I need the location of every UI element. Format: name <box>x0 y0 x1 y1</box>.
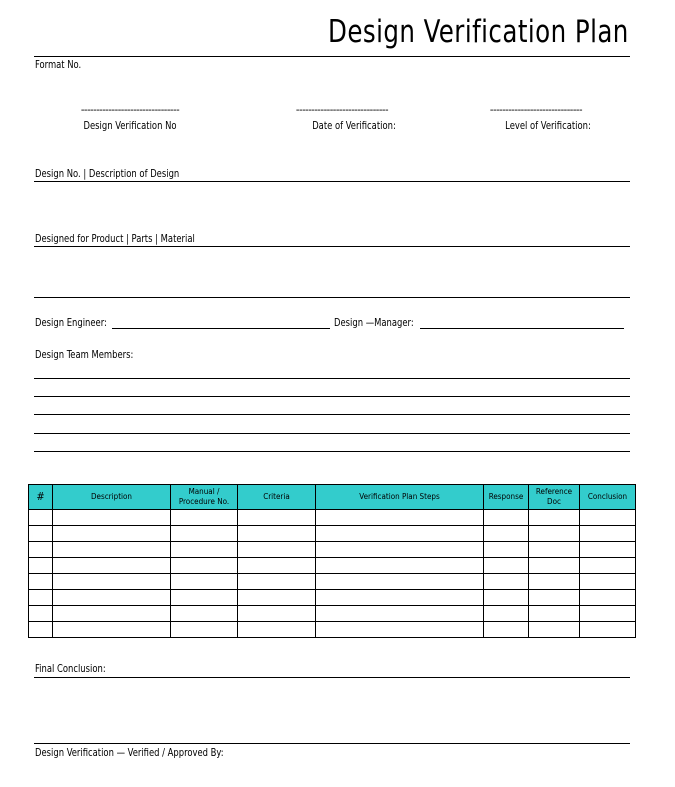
team-members-line[interactable] <box>34 451 630 452</box>
table-cell[interactable] <box>171 558 238 574</box>
date-of-verification-field[interactable] <box>252 103 432 116</box>
team-members-label: Design Team Members: <box>35 348 134 361</box>
table-cell[interactable] <box>29 622 53 638</box>
table-cell[interactable] <box>484 542 529 558</box>
final-conclusion-line[interactable] <box>34 677 630 678</box>
table-cell[interactable] <box>484 590 529 606</box>
table-cell[interactable] <box>316 590 484 606</box>
table-cell[interactable] <box>29 510 53 526</box>
verification-plan-table <box>28 484 636 638</box>
table-cell[interactable] <box>171 574 238 590</box>
table-cell[interactable] <box>580 574 636 590</box>
table-cell[interactable] <box>316 542 484 558</box>
table-cell[interactable] <box>53 622 171 638</box>
design-manager-line[interactable] <box>420 328 624 329</box>
designed-for-line[interactable] <box>34 246 630 247</box>
table-cell[interactable] <box>53 606 171 622</box>
table-cell[interactable] <box>53 558 171 574</box>
column-header-description: Description <box>53 485 171 510</box>
design-engineer-line[interactable] <box>112 328 330 329</box>
date-dashes: ------------------------------ <box>295 103 389 116</box>
level-of-verification-field[interactable] <box>446 103 626 116</box>
column-header-number: # <box>29 485 53 510</box>
verified-by-label: Design Verification — Verified / Approved By: <box>35 746 224 759</box>
table-cell[interactable] <box>171 622 238 638</box>
designed-for-label: Designed for Product | Parts | Material <box>35 232 195 245</box>
table-cell[interactable] <box>316 574 484 590</box>
table-cell[interactable] <box>53 574 171 590</box>
table-cell[interactable] <box>238 606 316 622</box>
table-cell[interactable] <box>53 526 171 542</box>
table-cell[interactable] <box>484 622 529 638</box>
team-members-line[interactable] <box>34 414 630 415</box>
table-cell[interactable] <box>580 590 636 606</box>
table-cell[interactable] <box>529 542 580 558</box>
table-cell[interactable] <box>238 622 316 638</box>
table-cell[interactable] <box>171 542 238 558</box>
table-row <box>29 622 636 638</box>
team-members-line[interactable] <box>34 378 630 379</box>
table-cell[interactable] <box>29 526 53 542</box>
design-no-line[interactable] <box>34 181 630 182</box>
table-cell[interactable] <box>316 526 484 542</box>
column-header-response: Response <box>484 485 529 510</box>
table-cell[interactable] <box>238 526 316 542</box>
table-cell[interactable] <box>316 622 484 638</box>
table-cell[interactable] <box>316 606 484 622</box>
table-cell[interactable] <box>580 606 636 622</box>
column-header-manual-procedure: Manual / Procedure No. <box>171 485 238 510</box>
table-cell[interactable] <box>53 590 171 606</box>
design-no-label: Design No. | Description of Design <box>35 167 180 180</box>
table-cell[interactable] <box>53 510 171 526</box>
table-cell[interactable] <box>484 574 529 590</box>
design-engineer-label: Design Engineer: <box>35 316 107 329</box>
table-cell[interactable] <box>238 590 316 606</box>
table-cell[interactable] <box>238 510 316 526</box>
table-cell[interactable] <box>29 558 53 574</box>
designed-for-line-2[interactable] <box>34 297 630 298</box>
verification-no-label: Design Verification No <box>83 119 177 132</box>
date-of-verification-label: Date of Verification: <box>312 119 396 132</box>
column-header-criteria: Criteria <box>238 485 316 510</box>
table-cell[interactable] <box>484 558 529 574</box>
table-cell[interactable] <box>580 542 636 558</box>
table-row <box>29 510 636 526</box>
table-cell[interactable] <box>29 606 53 622</box>
table-cell[interactable] <box>29 574 53 590</box>
table-cell[interactable] <box>171 510 238 526</box>
title-rule <box>34 56 630 57</box>
format-no-label: Format No. <box>35 58 82 71</box>
column-header-conclusion: Conclusion <box>580 485 636 510</box>
table-cell[interactable] <box>171 590 238 606</box>
level-of-verification-label: Level of Verification: <box>505 119 591 132</box>
table-cell[interactable] <box>529 590 580 606</box>
table-cell[interactable] <box>316 558 484 574</box>
table-cell[interactable] <box>529 606 580 622</box>
table-header-row <box>29 485 636 510</box>
table-cell[interactable] <box>238 558 316 574</box>
table-cell[interactable] <box>529 510 580 526</box>
table-cell[interactable] <box>171 526 238 542</box>
table-row <box>29 606 636 622</box>
table-cell[interactable] <box>484 606 529 622</box>
verification-no-dashes: -------------------------------- <box>80 103 180 116</box>
column-header-reference-doc: Reference Doc <box>529 485 580 510</box>
table-row <box>29 574 636 590</box>
team-members-line[interactable] <box>34 396 630 397</box>
page-title: Design Verification Plan <box>328 14 629 50</box>
table-cell[interactable] <box>484 510 529 526</box>
table-cell[interactable] <box>580 510 636 526</box>
table-cell[interactable] <box>580 526 636 542</box>
table-cell[interactable] <box>29 590 53 606</box>
team-members-line[interactable] <box>34 433 630 434</box>
table-cell[interactable] <box>238 542 316 558</box>
table-cell[interactable] <box>529 574 580 590</box>
final-conclusion-label: Final Conclusion: <box>35 662 106 675</box>
level-dashes: ------------------------------ <box>489 103 583 116</box>
table-cell[interactable] <box>484 526 529 542</box>
table-cell[interactable] <box>580 558 636 574</box>
table-cell[interactable] <box>529 622 580 638</box>
table-row <box>29 526 636 542</box>
final-conclusion-line-2[interactable] <box>34 743 630 744</box>
table-row <box>29 590 636 606</box>
table-cell[interactable] <box>53 542 171 558</box>
table-cell[interactable] <box>238 574 316 590</box>
table-cell[interactable] <box>580 622 636 638</box>
table-cell[interactable] <box>171 606 238 622</box>
table-row <box>29 542 636 558</box>
verification-no-field[interactable] <box>40 103 220 116</box>
column-header-plan-steps: Verification Plan Steps <box>316 485 484 510</box>
design-manager-label: Design —Manager: <box>334 316 414 329</box>
table-cell[interactable] <box>29 542 53 558</box>
table-cell[interactable] <box>316 510 484 526</box>
table-row <box>29 558 636 574</box>
table-cell[interactable] <box>529 558 580 574</box>
table-cell[interactable] <box>529 526 580 542</box>
